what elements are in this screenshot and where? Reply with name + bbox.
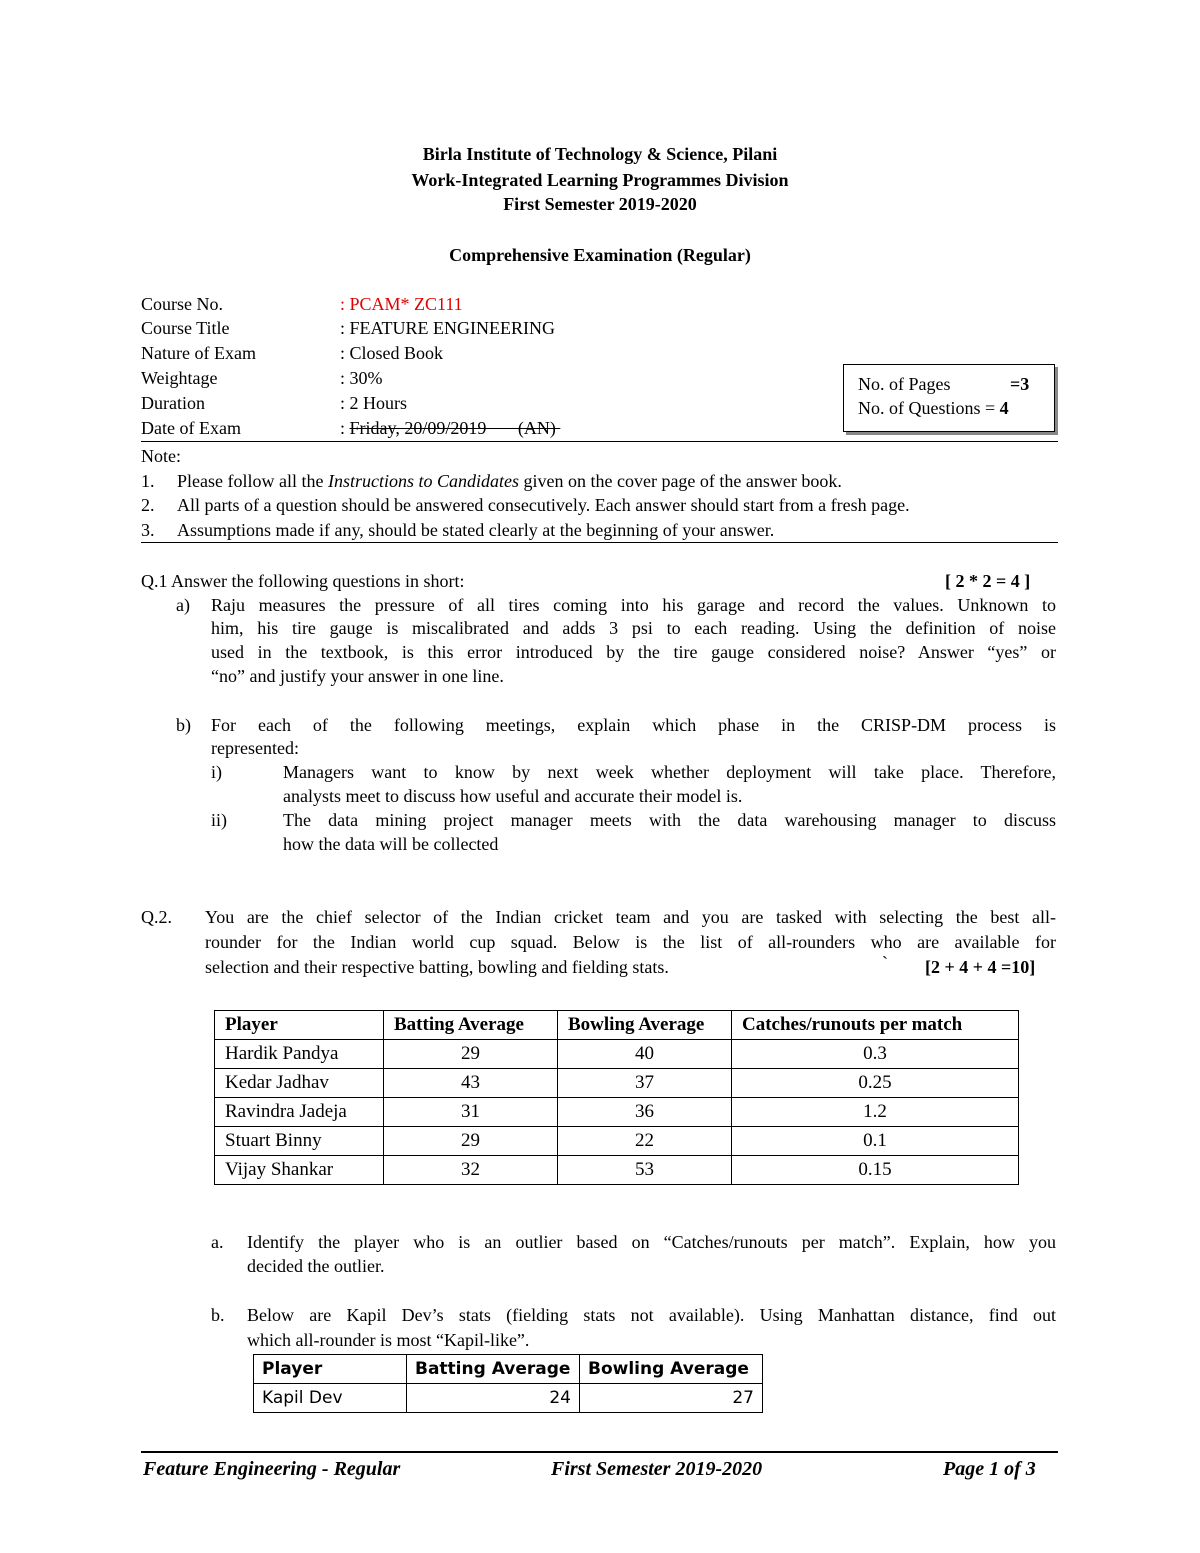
footer-page-number: Page 1 of 3 <box>943 1458 1036 1480</box>
q1b-i-line-1: Managers want to know by next week whether deployment will take place. Therefore, <box>283 762 1056 782</box>
bowling-avg: 36 <box>558 1098 732 1127</box>
note-1-emphasis: Instructions to Candidates <box>327 471 519 491</box>
note-2-num: 2. <box>141 495 155 515</box>
kapil-col-batting: Batting Average <box>407 1355 580 1384</box>
bowling-avg: 22 <box>558 1127 732 1156</box>
duration-label: Duration <box>141 393 205 413</box>
footer-middle: First Semester 2019-2020 <box>551 1458 763 1480</box>
divider-top <box>141 441 1058 442</box>
pages-value: =3 <box>1010 374 1030 394</box>
q1a-line-2: him, his tire gauge is miscalibrated and adds 3 psi to each reading. Using the definition of noise <box>211 618 1056 638</box>
footer-left: Feature Engineering - Regular <box>143 1458 401 1480</box>
institute-name: Birla Institute of Technology & Science, Pilani <box>422 144 778 164</box>
q1a-line-1: Raju measures the pressure of all tires coming into his garage and record the values. Unknown to <box>211 595 1056 615</box>
q2-marks: [2 + 4 + 4 =10] <box>925 957 1036 977</box>
exam-type: Comprehensive Examination (Regular) <box>449 245 751 265</box>
q1a-line-3: used in the textbook, is this error introduced by the tire gauge considered noise? Answer “yes” or <box>211 642 1056 662</box>
kapil-col-bowling: Bowling Average <box>580 1355 763 1384</box>
course-no-value: : PCAM* ZC111 <box>340 294 463 314</box>
batting-avg: 29 <box>384 1127 558 1156</box>
q2b-line-1: Below are Kapil Dev’s stats (fielding stats not available). Using Manhattan distance, find out <box>247 1305 1056 1325</box>
player-name: Ravindra Jadeja <box>215 1098 384 1127</box>
semester-title: First Semester 2019-2020 <box>503 194 697 214</box>
q1b-ii-line-1: The data mining project manager meets with the data warehousing manager to discuss <box>283 810 1056 830</box>
player-name: Vijay Shankar <box>215 1156 384 1185</box>
course-title-value: : FEATURE ENGINEERING <box>340 318 555 338</box>
q1b-label: b) <box>176 715 191 735</box>
catches: 0.3 <box>732 1040 1019 1069</box>
note-2: All parts of a question should be answered consecutively. Each answer should start from a fresh page. <box>177 495 910 515</box>
q1b-line-1: For each of the following meetings, explain which phase in the CRISP-DM process is <box>211 715 1056 735</box>
catches: 1.2 <box>732 1098 1019 1127</box>
note-1-post: given on the cover page of the answer book. <box>518 471 842 491</box>
col-batting: Batting Average <box>384 1011 558 1040</box>
table-row <box>215 1069 1019 1098</box>
player-name: Stuart Binny <box>215 1127 384 1156</box>
bowling-avg: 40 <box>558 1040 732 1069</box>
table-row <box>215 1156 1019 1185</box>
table-row <box>215 1098 1019 1127</box>
page-count-box <box>843 364 1055 432</box>
course-title-label: Course Title <box>141 318 230 338</box>
pages-row <box>858 374 1030 395</box>
weightage-value: : 30% <box>340 368 383 388</box>
player-name: Hardik Pandya <box>215 1040 384 1069</box>
q1b-i-line-2: analysts meet to discuss how useful and accurate their model is. <box>283 786 743 806</box>
kapil-name: Kapil Dev <box>254 1384 407 1413</box>
notes-title: Note: <box>141 446 181 466</box>
bowling-avg: 53 <box>558 1156 732 1185</box>
table-header-row <box>215 1011 1019 1040</box>
catches: 0.1 <box>732 1127 1019 1156</box>
nature-value: : Closed Book <box>340 343 444 363</box>
questions-label: No. of Questions = <box>858 398 1000 418</box>
date-prefix: : <box>340 418 350 438</box>
q1b-line-2: represented: <box>211 738 299 758</box>
date-value <box>340 418 560 439</box>
pages-label: No. of Pages <box>858 374 951 394</box>
q2-line-3: selection and their respective batting, bowling and fielding stats. <box>205 957 669 977</box>
note-3-num: 3. <box>141 520 155 540</box>
col-bowling: Bowling Average <box>558 1011 732 1040</box>
kapil-header-row <box>254 1355 763 1384</box>
division-name: Work-Integrated Learning Programmes Division <box>411 170 789 190</box>
batting-avg: 29 <box>384 1040 558 1069</box>
batting-avg: 31 <box>384 1098 558 1127</box>
q1a-label: a) <box>176 595 190 615</box>
kapil-bowling: 27 <box>580 1384 763 1413</box>
table-row <box>215 1040 1019 1069</box>
catches: 0.25 <box>732 1069 1019 1098</box>
q1b-i-label: i) <box>211 762 222 782</box>
duration-value: : 2 Hours <box>340 393 407 413</box>
q1-marks: [ 2 * 2 = 4 ] <box>945 571 1031 591</box>
note-1 <box>177 471 842 492</box>
questions-row <box>858 398 1009 419</box>
col-player: Player <box>215 1011 384 1040</box>
note-3: Assumptions made if any, should be stated clearly at the beginning of your answer. <box>177 520 775 540</box>
table-row <box>254 1384 763 1413</box>
q2b-label: b. <box>211 1305 225 1325</box>
q2a-label: a. <box>211 1232 224 1252</box>
kapil-batting: 24 <box>407 1384 580 1413</box>
note-1-pre: Please follow all the <box>177 471 328 491</box>
batting-avg: 43 <box>384 1069 558 1098</box>
col-catches: Catches/runouts per match <box>732 1011 1019 1040</box>
course-no-label: Course No. <box>141 294 223 314</box>
q2-tick: ` <box>882 953 888 973</box>
nature-label: Nature of Exam <box>141 343 256 363</box>
q2a-line-1: Identify the player who is an outlier based on “Catches/runouts per match”. Explain, how you <box>247 1232 1056 1252</box>
divider-notes <box>141 542 1058 543</box>
q2-label: Q.2. <box>141 907 172 927</box>
q2b-line-2: which all-rounder is most “Kapil-like”. <box>247 1330 530 1350</box>
weightage-label: Weightage <box>141 368 218 388</box>
kapil-table <box>253 1354 763 1413</box>
q1b-ii-label: ii) <box>211 810 227 830</box>
q1-title: Q.1 Answer the following questions in short: <box>141 571 465 591</box>
allrounder-table <box>214 1010 1019 1185</box>
kapil-col-player: Player <box>254 1355 407 1384</box>
questions-value: 4 <box>999 398 1009 418</box>
q2a-line-2: decided the outlier. <box>247 1256 385 1276</box>
note-1-num: 1. <box>141 471 155 491</box>
batting-avg: 32 <box>384 1156 558 1185</box>
q1b-ii-line-2: how the data will be collected <box>283 834 499 854</box>
table-row <box>215 1127 1019 1156</box>
footer-rule <box>141 1451 1058 1453</box>
q2-line-1: You are the chief selector of the Indian cricket team and you are tasked with selecting the best all- <box>205 907 1056 927</box>
q2-line-2: rounder for the Indian world cup squad. Below is the list of all-rounders who are available for <box>205 932 1056 952</box>
q1a-line-4: “no” and justify your answer in one line. <box>211 666 504 686</box>
bowling-avg: 37 <box>558 1069 732 1098</box>
date-label: Date of Exam <box>141 418 241 438</box>
date-struck-text: Friday, 20/09/2019 (AN) <box>349 418 561 438</box>
catches: 0.15 <box>732 1156 1019 1185</box>
player-name: Kedar Jadhav <box>215 1069 384 1098</box>
